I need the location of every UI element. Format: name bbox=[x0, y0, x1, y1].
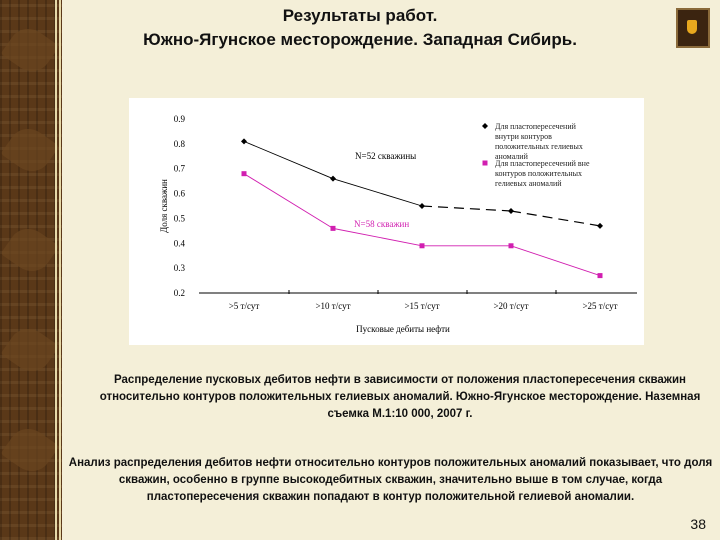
annotation-n58: N=58 скважин bbox=[354, 219, 410, 229]
series-1-point bbox=[241, 138, 247, 144]
series-1-point bbox=[597, 223, 603, 229]
series-2-point bbox=[509, 243, 514, 248]
x-tick-label: >25 т/сут bbox=[582, 301, 618, 311]
page-title bbox=[70, 4, 650, 52]
x-tick-label: >10 т/сут bbox=[315, 301, 351, 311]
y-tick-label: 0.7 bbox=[173, 163, 185, 174]
y-axis-label: Доля скважин bbox=[159, 179, 169, 233]
y-tick-label: 0.8 bbox=[173, 138, 185, 149]
page-number: 38 bbox=[690, 516, 706, 532]
series-1-segment bbox=[333, 179, 422, 206]
series-2-segment bbox=[244, 174, 333, 229]
y-tick-label: 0.5 bbox=[173, 213, 185, 224]
series-1-segment bbox=[422, 206, 511, 211]
line-chart bbox=[129, 98, 644, 345]
x-tick-label: >5 т/сут bbox=[228, 301, 260, 311]
legend bbox=[482, 122, 590, 188]
border-line bbox=[55, 0, 57, 540]
y-tick-label: 0.6 bbox=[173, 188, 185, 199]
series-2-segment bbox=[333, 228, 422, 245]
series-1-segment bbox=[511, 211, 600, 226]
x-tick-label: >15 т/сут bbox=[404, 301, 440, 311]
oil-lamp-logo-icon bbox=[676, 8, 710, 48]
y-tick-label: 0.2 bbox=[173, 288, 185, 298]
summary-text: Анализ распределения дебитов нефти относительно контуров положительных аномалий показывает, что доля скважин, особенно в группе высокодебитных скважин, значительно выше в том случае, когда пластопересечения скважин попадают в контур положительной гелиевой аномалии. bbox=[68, 457, 713, 503]
series-1-point bbox=[330, 176, 336, 182]
y-tick-label: 0.4 bbox=[173, 238, 185, 249]
legend-label: Для пластопересечений вне контуров положительных гелиевых аномалий bbox=[495, 159, 590, 188]
legend-marker bbox=[483, 161, 488, 166]
series-2-segment bbox=[511, 246, 600, 276]
series-1-point bbox=[508, 208, 514, 214]
y-tick-label: 0.3 bbox=[173, 263, 185, 274]
x-axis-label: Пусковые дебиты нефти bbox=[356, 324, 450, 334]
decorative-border bbox=[0, 0, 62, 540]
series-2-point bbox=[331, 226, 336, 231]
annotation-n52: N=52 скважины bbox=[355, 151, 417, 161]
series-2-point bbox=[598, 273, 603, 278]
x-tick-label: >20 т/сут bbox=[493, 301, 529, 311]
title-line-2: Южно-Ягунское месторождение. Западная Сибирь. bbox=[143, 30, 577, 49]
chart-panel bbox=[129, 98, 644, 345]
series-2-point bbox=[420, 243, 425, 248]
series-1-point bbox=[419, 203, 425, 209]
title-line-1: Результаты работ. bbox=[282, 6, 438, 25]
chart-caption: Распределение пусковых дебитов нефти в зависимости от положения пластопересечения скважин относительно контуров положительных гелиевых аномалий. Южно-Ягунское месторождение. Наземная съемка М.1:10 000, 2007 г. bbox=[99, 374, 701, 420]
y-tick-label: 0.9 bbox=[173, 114, 185, 124]
series-2-point bbox=[242, 171, 247, 176]
legend-marker bbox=[482, 123, 488, 129]
border-line bbox=[59, 0, 61, 540]
legend-label: Для пластопересечений внутри контуров положительных гелиевых аномалий bbox=[495, 122, 583, 161]
series-1-segment bbox=[244, 141, 333, 178]
